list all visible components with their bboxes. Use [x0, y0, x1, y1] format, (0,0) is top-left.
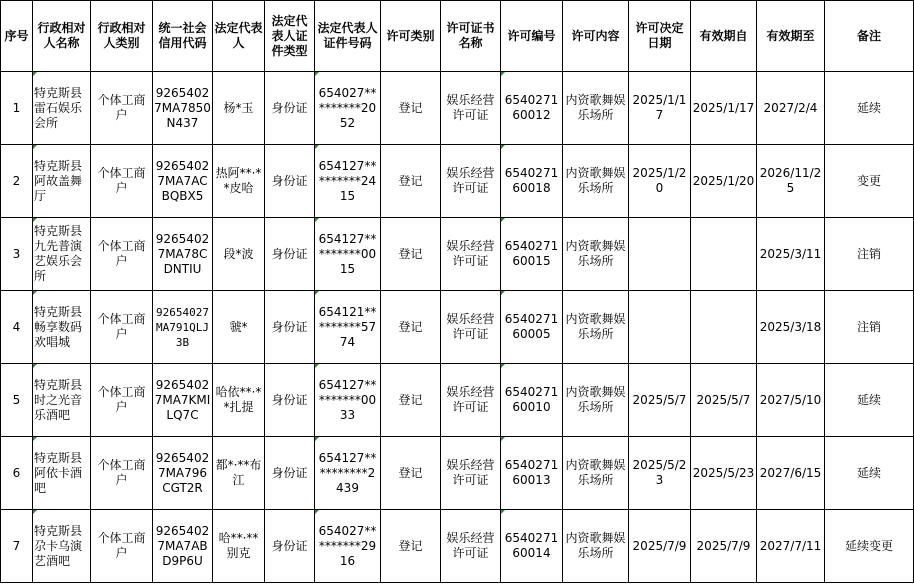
- header-cell: 许可决定日期: [629, 1, 691, 72]
- header-cell: 序号: [1, 1, 33, 72]
- remark-cell: 延续: [825, 72, 914, 145]
- table-row: [1, 364, 914, 437]
- name-cell: 特克斯县阿故盖舞厅: [33, 145, 91, 218]
- legal-rep-cell: 杨*玉: [213, 72, 265, 145]
- id-number-cell: 654127**********2439: [315, 437, 381, 510]
- id-type-cell: 身份证: [265, 364, 315, 437]
- category-cell: 个体工商户: [91, 145, 153, 218]
- name-cell: 特克斯县阿依卡酒吧: [33, 437, 91, 510]
- id-number-cell: 654027*********2052: [315, 72, 381, 145]
- cert-name-cell: 娱乐经营许可证: [441, 510, 501, 583]
- row-number-cell: 5: [1, 364, 33, 437]
- remark-cell: 延续: [825, 364, 914, 437]
- valid-to-cell: 2025/3/11: [757, 218, 825, 291]
- name-cell: 特克斯县时之光音乐酒吧: [33, 364, 91, 437]
- permit-number-cell: 654027160010: [501, 364, 563, 437]
- id-type-cell: 身份证: [265, 291, 315, 364]
- remark-cell: 注销: [825, 218, 914, 291]
- table-row: [1, 437, 914, 510]
- name-cell: 特克斯县尕卡乌演艺酒吧: [33, 510, 91, 583]
- valid-from-cell: 2025/1/20: [691, 145, 757, 218]
- credit-code-cell: 92654027MA78CDNTIU: [153, 218, 213, 291]
- header-cell: 许可证书名称: [441, 1, 501, 72]
- credit-code-cell: 92654027MA796CGT2R: [153, 437, 213, 510]
- credit-code-cell: 92654027MA7ACBQBX5: [153, 145, 213, 218]
- permit-type-cell: 登记: [381, 437, 441, 510]
- row-number-cell: 2: [1, 145, 33, 218]
- row-number-cell: 3: [1, 218, 33, 291]
- table-row: [1, 218, 914, 291]
- remark-cell: 延续: [825, 437, 914, 510]
- header-cell: 行政相对人类别: [91, 1, 153, 72]
- table-body: [1, 72, 914, 583]
- row-number-cell: 7: [1, 510, 33, 583]
- row-number-cell: 6: [1, 437, 33, 510]
- category-cell: 个体工商户: [91, 72, 153, 145]
- category-cell: 个体工商户: [91, 437, 153, 510]
- valid-from-cell: 2025/5/23: [691, 437, 757, 510]
- table-row: [1, 145, 914, 218]
- table-row: [1, 510, 914, 583]
- name-cell: 特克斯县九先普演艺娱乐会所: [33, 218, 91, 291]
- header-cell: 法定代表人: [213, 1, 265, 72]
- legal-rep-cell: 哈依**·**扎提: [213, 364, 265, 437]
- valid-to-cell: 2026/11/25: [757, 145, 825, 218]
- cert-name-cell: 娱乐经营许可证: [441, 218, 501, 291]
- permit-content-cell: 内资歌舞娱乐场所: [563, 72, 629, 145]
- header-cell: 有效期自: [691, 1, 757, 72]
- permit-content-cell: 内资歌舞娱乐场所: [563, 291, 629, 364]
- credit-code-cell: 92654027MA7850N437: [153, 72, 213, 145]
- id-number-cell: 654127*********0033: [315, 364, 381, 437]
- valid-to-cell: 2025/3/18: [757, 291, 825, 364]
- id-type-cell: 身份证: [265, 145, 315, 218]
- id-number-cell: 654127*********2415: [315, 145, 381, 218]
- decision-date-cell: 2025/5/7: [629, 364, 691, 437]
- header-cell: 法定代表人证件类型: [265, 1, 315, 72]
- permit-number-cell: 654027160018: [501, 145, 563, 218]
- decision-date-cell: 2025/7/9: [629, 510, 691, 583]
- id-number-cell: 654127*********0015: [315, 218, 381, 291]
- legal-rep-cell: 虢*: [213, 291, 265, 364]
- permit-number-cell: 654027160013: [501, 437, 563, 510]
- decision-date-cell: [629, 218, 691, 291]
- permit-content-cell: 内资歌舞娱乐场所: [563, 510, 629, 583]
- cert-name-cell: 娱乐经营许可证: [441, 291, 501, 364]
- id-type-cell: 身份证: [265, 437, 315, 510]
- header-cell: 统一社会信用代码: [153, 1, 213, 72]
- header-cell: 法定代表人证件号码: [315, 1, 381, 72]
- header-cell: 许可编号: [501, 1, 563, 72]
- id-type-cell: 身份证: [265, 218, 315, 291]
- valid-from-cell: [691, 291, 757, 364]
- id-type-cell: 身份证: [265, 72, 315, 145]
- legal-rep-cell: 热阿**·**皮哈: [213, 145, 265, 218]
- table-row: [1, 72, 914, 145]
- decision-date-cell: 2025/1/17: [629, 72, 691, 145]
- permit-number-cell: 654027160012: [501, 72, 563, 145]
- permit-content-cell: 内资歌舞娱乐场所: [563, 437, 629, 510]
- cert-name-cell: 娱乐经营许可证: [441, 72, 501, 145]
- id-type-cell: 身份证: [265, 510, 315, 583]
- permit-type-cell: 登记: [381, 218, 441, 291]
- valid-to-cell: 2027/5/10: [757, 364, 825, 437]
- decision-date-cell: 2025/5/23: [629, 437, 691, 510]
- permit-type-cell: 登记: [381, 510, 441, 583]
- category-cell: 个体工商户: [91, 218, 153, 291]
- remark-cell: 延续变更: [825, 510, 914, 583]
- valid-to-cell: 2027/2/4: [757, 72, 825, 145]
- credit-code-cell: 92654027MA791QLJ3B: [153, 291, 213, 364]
- legal-rep-cell: 段*波: [213, 218, 265, 291]
- header-cell: 备注: [825, 1, 914, 72]
- permit-type-cell: 登记: [381, 364, 441, 437]
- id-number-cell: 654121*********5774: [315, 291, 381, 364]
- valid-from-cell: 2025/5/7: [691, 364, 757, 437]
- header-cell: 许可类别: [381, 1, 441, 72]
- cert-name-cell: 娱乐经营许可证: [441, 437, 501, 510]
- category-cell: 个体工商户: [91, 364, 153, 437]
- credit-code-cell: 92654027MA7KMILQ7C: [153, 364, 213, 437]
- category-cell: 个体工商户: [91, 291, 153, 364]
- valid-from-cell: 2025/7/9: [691, 510, 757, 583]
- cert-name-cell: 娱乐经营许可证: [441, 145, 501, 218]
- table-row: [1, 291, 914, 364]
- permit-content-cell: 内资歌舞娱乐场所: [563, 364, 629, 437]
- name-cell: 特克斯县畅享数码欢唱城: [33, 291, 91, 364]
- remark-cell: 变更: [825, 145, 914, 218]
- remark-cell: 注销: [825, 291, 914, 364]
- valid-to-cell: 2027/6/15: [757, 437, 825, 510]
- credit-code-cell: 92654027MA7ABD9P6U: [153, 510, 213, 583]
- header-cell: 行政相对人名称: [33, 1, 91, 72]
- header-cell: 有效期至: [757, 1, 825, 72]
- decision-date-cell: 2025/1/20: [629, 145, 691, 218]
- name-cell: 特克斯县雷石娱乐会所: [33, 72, 91, 145]
- permit-type-cell: 登记: [381, 291, 441, 364]
- decision-date-cell: [629, 291, 691, 364]
- header-cell: 许可内容: [563, 1, 629, 72]
- permit-content-cell: 内资歌舞娱乐场所: [563, 145, 629, 218]
- header-row: [1, 1, 914, 72]
- valid-from-cell: 2025/1/17: [691, 72, 757, 145]
- permit-number-cell: 654027160014: [501, 510, 563, 583]
- cert-name-cell: 娱乐经营许可证: [441, 364, 501, 437]
- legal-rep-cell: 哈**·**别克: [213, 510, 265, 583]
- valid-from-cell: [691, 218, 757, 291]
- legal-rep-cell: 都*·**布江: [213, 437, 265, 510]
- row-number-cell: 1: [1, 72, 33, 145]
- permit-type-cell: 登记: [381, 145, 441, 218]
- valid-to-cell: 2027/7/11: [757, 510, 825, 583]
- permit-number-cell: 654027160005: [501, 291, 563, 364]
- permit-content-cell: 内资歌舞娱乐场所: [563, 218, 629, 291]
- id-number-cell: 654027*********2916: [315, 510, 381, 583]
- category-cell: 个体工商户: [91, 510, 153, 583]
- permit-number-cell: 654027160015: [501, 218, 563, 291]
- permit-type-cell: 登记: [381, 72, 441, 145]
- row-number-cell: 4: [1, 291, 33, 364]
